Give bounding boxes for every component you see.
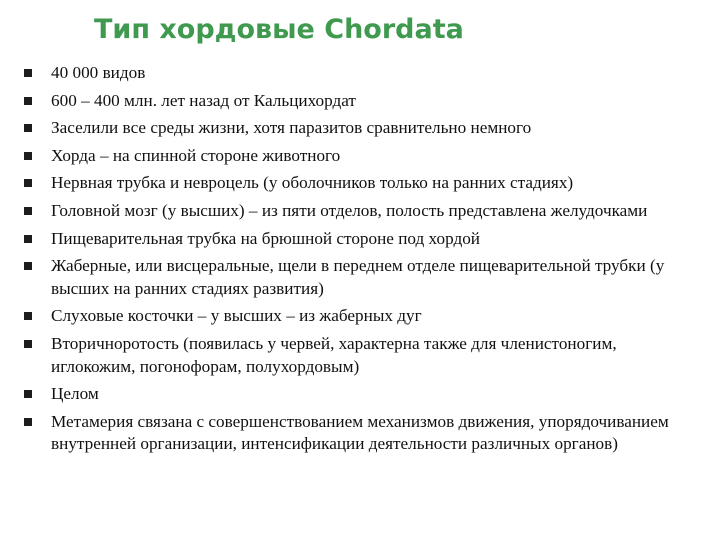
bullet-square-icon — [24, 152, 32, 160]
list-item-text: Жаберные, или висцеральные, щели в переднем отделе пищеварительной трубки (у высших на ранних стадиях развития) — [51, 256, 665, 298]
list-item-text: Вторичноротость (появилась у червей, характерна также для членистоногим, иглокожим, погонофорам, полухордовым) — [51, 333, 617, 376]
list-item — [24, 228, 704, 251]
bullet-square-icon — [24, 262, 32, 270]
list-item — [24, 200, 704, 223]
bullet-square-icon — [24, 235, 32, 243]
list-item-text: Метамерия связана с совершенствованием механизмов движения, упорядочиванием внутренней организации, интенсификации деятельности различных органов) — [51, 411, 669, 454]
list-item-text: Слуховые косточки – у высших – из жаберных дуг — [51, 306, 422, 326]
list-item — [24, 411, 704, 456]
list-item — [24, 117, 704, 140]
bullet-square-icon — [24, 97, 32, 105]
bullet-square-icon — [24, 207, 32, 215]
bullet-square-icon — [24, 179, 32, 187]
list-item — [24, 62, 704, 85]
list-item-text: Заселили все среды жизни, хотя паразитов сравнительно немного — [51, 118, 532, 138]
list-item-text: 600 – 400 млн. лет назад от Кальцихордат — [51, 90, 356, 110]
bullet-square-icon — [24, 390, 32, 398]
list-item — [24, 255, 704, 300]
list-item — [24, 383, 704, 406]
list-item — [24, 333, 704, 378]
slide-title: Тип хордовые Chordata — [94, 14, 464, 45]
bullet-square-icon — [24, 340, 32, 348]
list-item-text: Хорда – на спинной стороне животного — [51, 145, 341, 165]
list-item — [24, 172, 704, 195]
list-item — [24, 145, 704, 168]
bullet-square-icon — [24, 69, 32, 77]
list-item-text: Головной мозг (у высших) – из пяти отделов, полость представлена желудочками — [51, 200, 648, 220]
list-item-text: Нервная трубка и невроцель (у оболочников только на ранних стадиях) — [51, 173, 574, 193]
bullet-square-icon — [24, 418, 32, 426]
list-item — [24, 90, 704, 113]
list-item-text: Целом — [51, 384, 99, 404]
list-item-text: Пищеварительная трубка на брюшной стороне под хордой — [51, 228, 480, 248]
list-item — [24, 305, 704, 328]
bullet-list — [24, 62, 704, 456]
bullet-square-icon — [24, 124, 32, 132]
bullet-square-icon — [24, 312, 32, 320]
list-item-text: 40 000 видов — [51, 63, 146, 82]
